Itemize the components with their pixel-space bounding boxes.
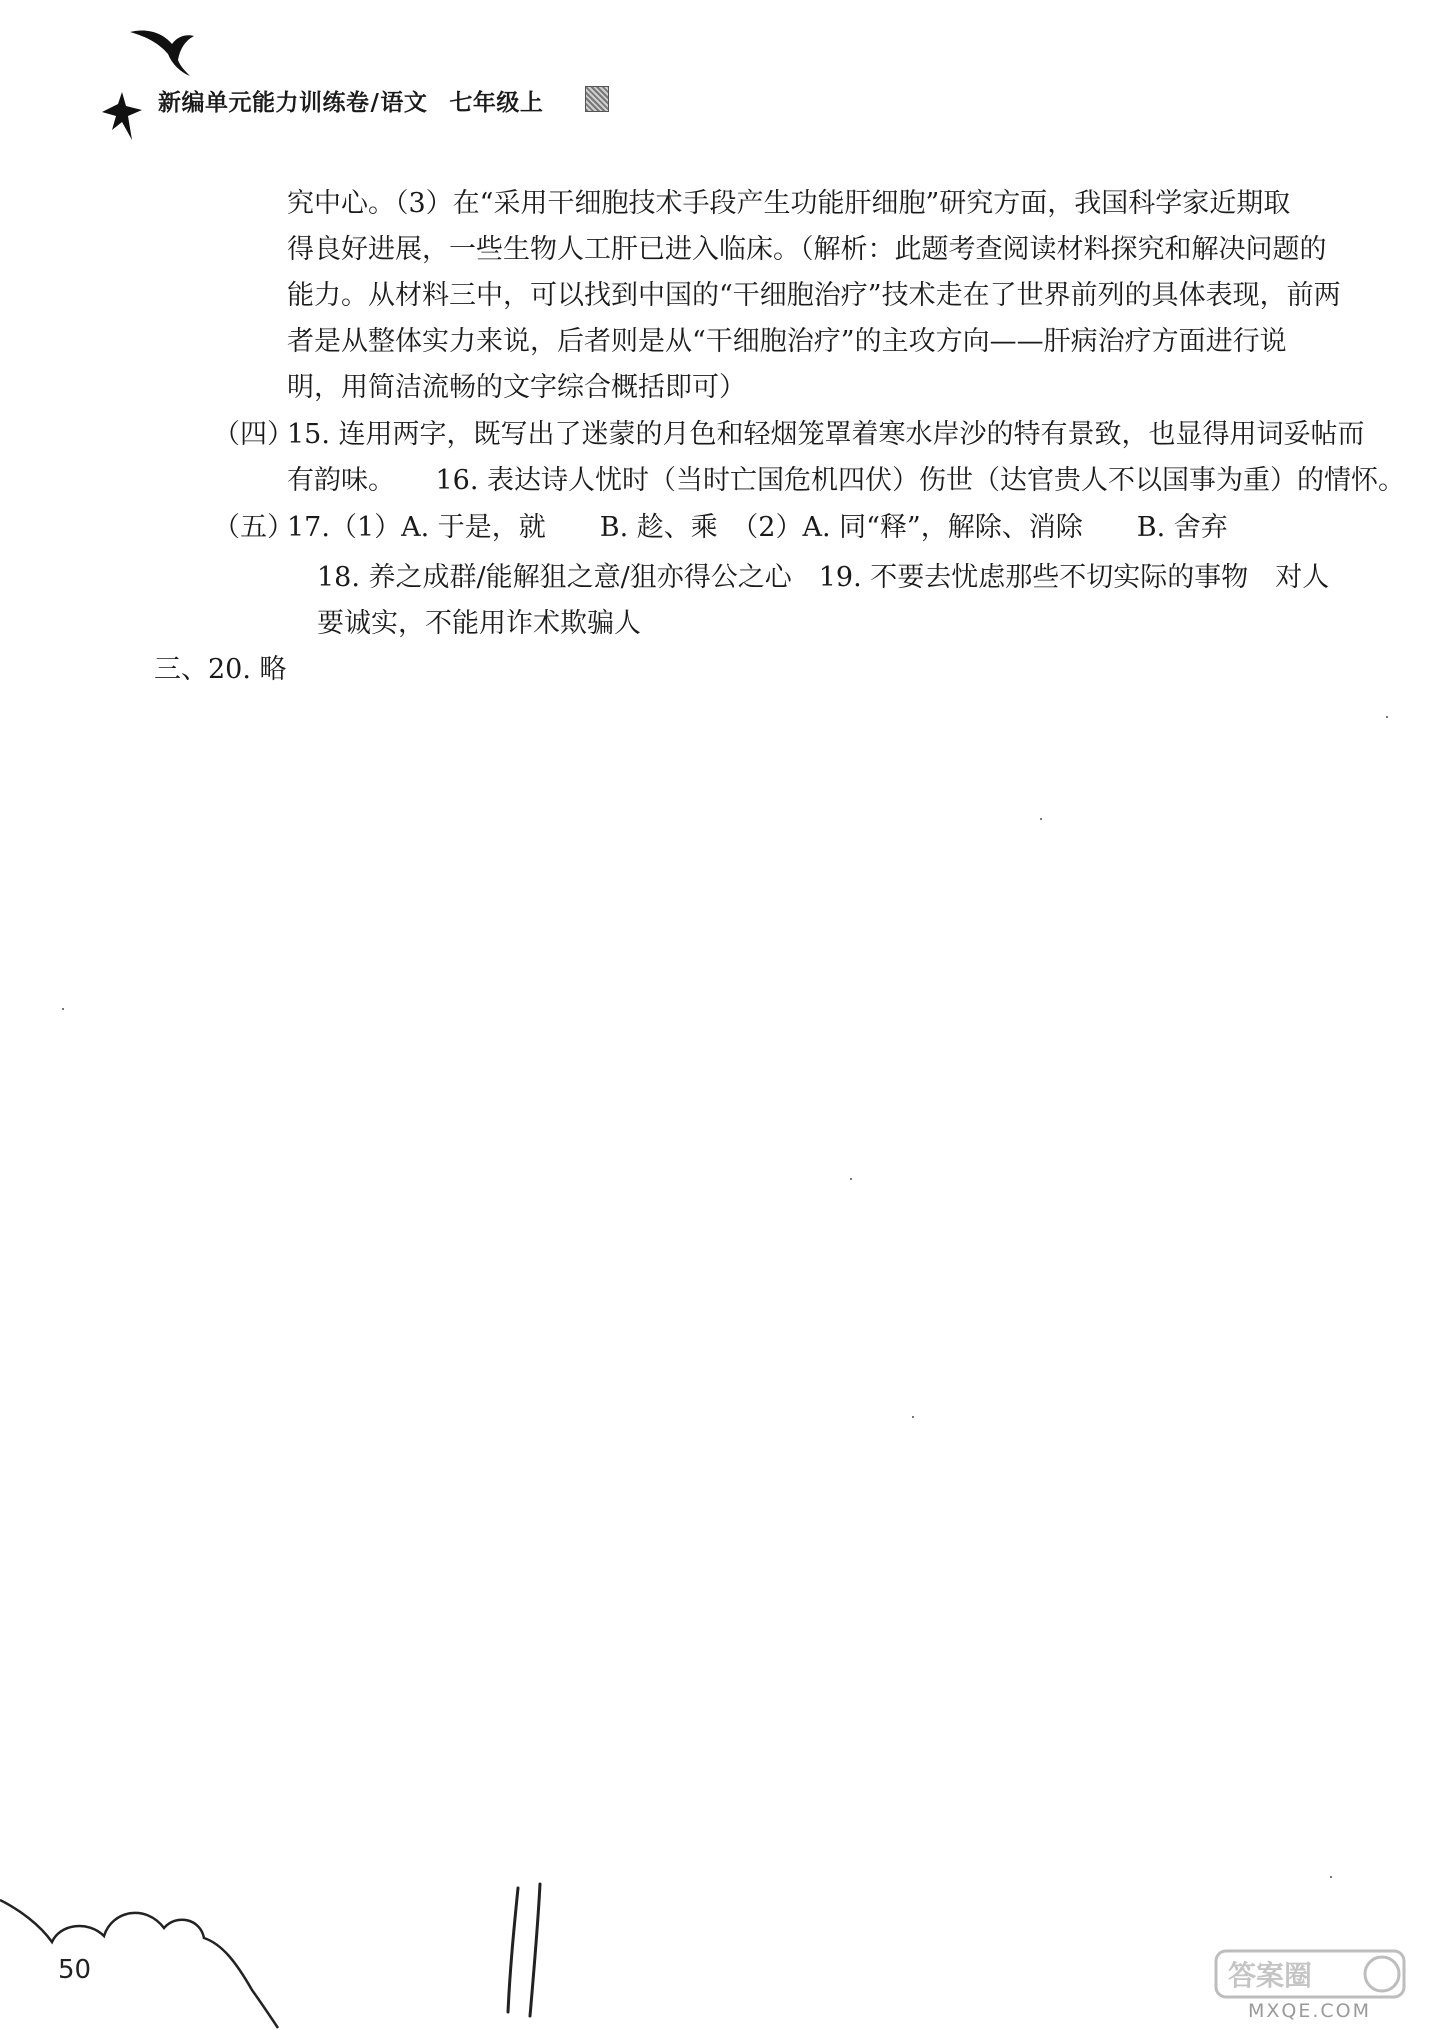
book-title [158, 84, 543, 117]
section-4-label: （四） [213, 419, 294, 450]
answer-line: 得良好进展，一些生物人工肝已进入临床。（解析：此题考查阅读材料探究和解决问题的 [287, 234, 1327, 265]
answer-line: 明，用简洁流畅的文字综合概括即可） [287, 372, 746, 403]
scan-speck [1386, 716, 1388, 718]
section-5-line: 18. 养之成群/能解狙之意/狙亦得公之心 19. 不要去忧虑那些不切实际的事物 对人 [317, 562, 1330, 593]
cloud-outline-icon [0, 1880, 280, 2030]
watermark-logo-text: 答案圈 [1228, 1959, 1313, 1992]
publisher-seal-icon [585, 86, 609, 112]
scan-speck [1040, 818, 1042, 820]
answer-line: 者是从整体实力来说，后者则是从“干细胞治疗”的主攻方向——肝病治疗方面进行说 [287, 326, 1287, 357]
scan-speck [62, 1008, 64, 1010]
scan-speck [1330, 1876, 1332, 1878]
handwritten-mark [500, 1880, 560, 2020]
answer-line: 能力。从材料三中，可以找到中国的“干细胞治疗”技术走在了世界前列的具体表现，前两 [287, 280, 1341, 311]
title-separator: / [370, 90, 380, 116]
section-3-answer: 三、20. 略 [154, 654, 287, 685]
scan-speck [850, 1178, 852, 1180]
section-5-line: 要诚实，不能用诈术欺骗人 [317, 608, 641, 639]
section-4-line: 15. 连用两字，既写出了迷蒙的月色和轻烟笼罩着寒水岸沙的特有景致，也显得用词妥帖而 [287, 419, 1365, 450]
scan-speck [912, 1416, 914, 1418]
section-5-line: 17.（1）A. 于是，就 B. 趁、乘 （2）A. 同“释”，解除、消除 B. 舍弃 [287, 512, 1228, 543]
page-number: 50 [58, 1955, 92, 1985]
book-series: 新编单元能力训练卷 [158, 90, 370, 116]
book-subject: 语文 [380, 90, 428, 116]
section-5-label: （五） [213, 512, 294, 543]
page-header [0, 0, 1430, 150]
section-4-line: 有韵味。 16. 表达诗人忧时（当时亡国危机四伏）伤世（达官贵人不以国事为重）的情怀。 [287, 465, 1406, 496]
seagull-icon [128, 26, 198, 78]
bird-logo-icon [98, 90, 146, 142]
answer-line: 究中心。（3）在“采用干细胞技术手段产生功能肝细胞”研究方面，我国科学家近期取 [287, 188, 1291, 219]
book-grade: 七年级上 [449, 90, 544, 116]
watermark-text: MXQE.COM [1248, 2000, 1372, 2022]
